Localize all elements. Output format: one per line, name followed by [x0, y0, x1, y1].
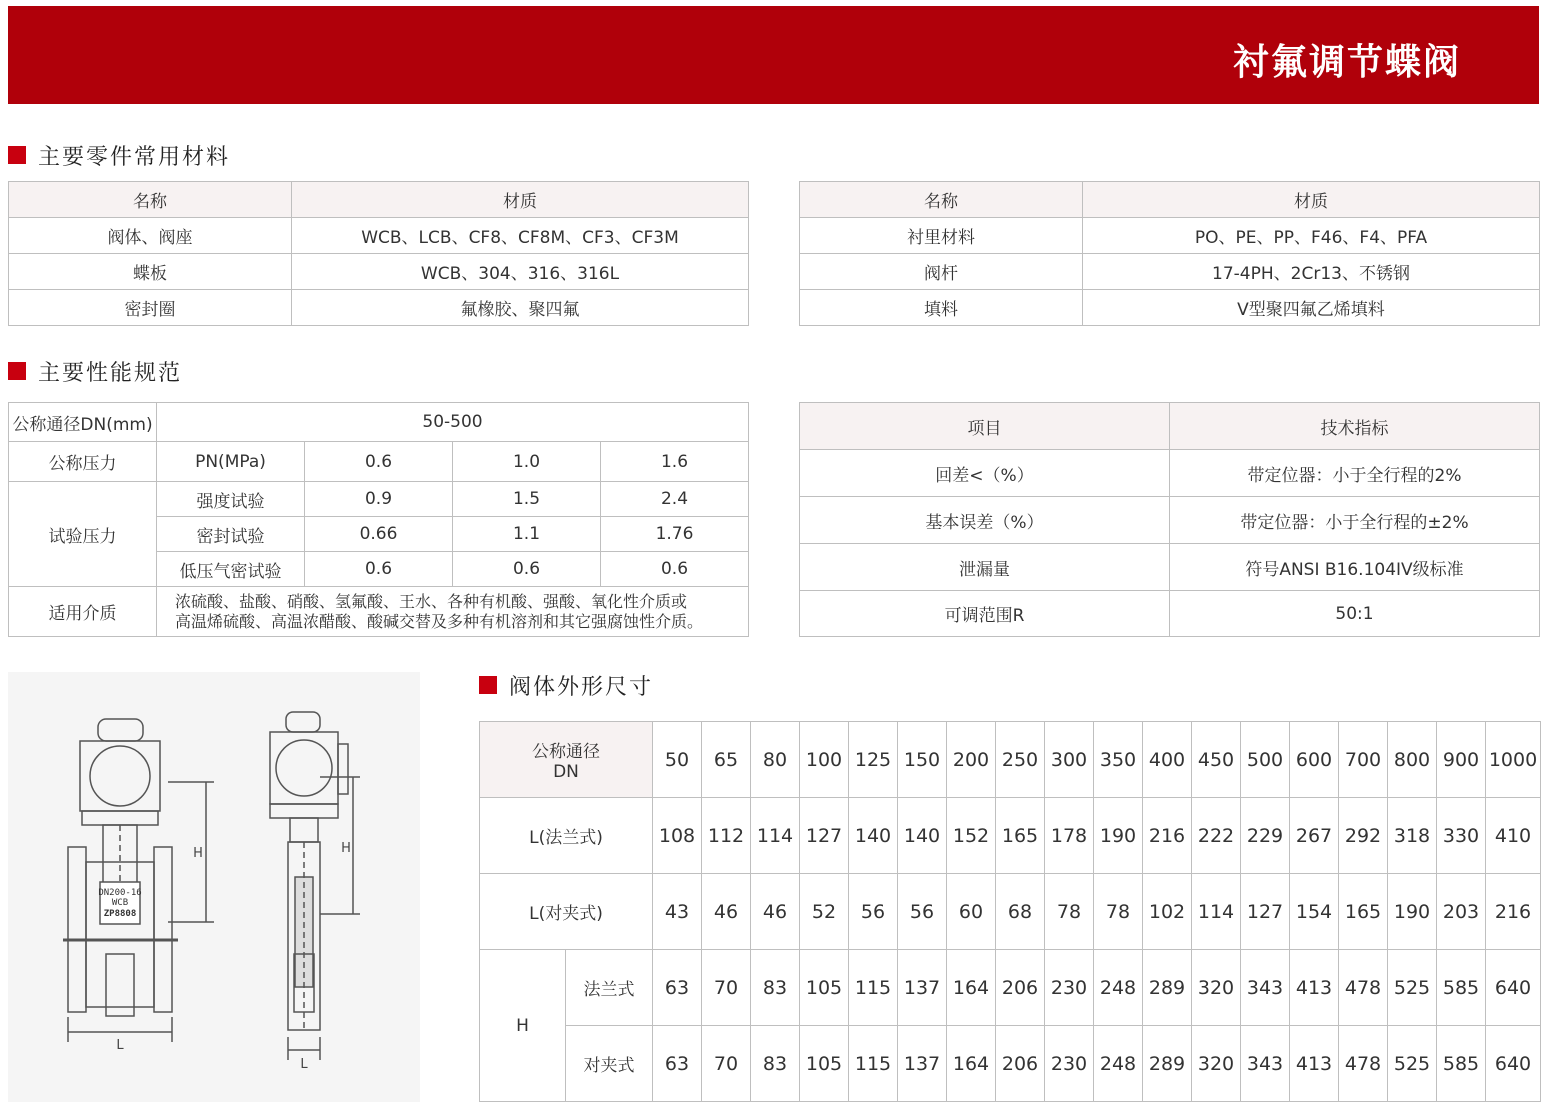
- dimension-cell: 56: [849, 874, 898, 950]
- dimension-label: L: [300, 1057, 308, 1072]
- table-row: 回差<（%） 带定位器：小于全行程的2%: [800, 450, 1540, 497]
- table-header: 材质: [1083, 182, 1540, 218]
- dimension-cell: 140: [849, 798, 898, 874]
- dimension-cell: 478: [1339, 950, 1388, 1026]
- dimension-cell: 102: [1143, 874, 1192, 950]
- table-header: 材质: [292, 182, 749, 218]
- dimension-cell: 68: [996, 874, 1045, 950]
- table-row: 衬里材料 PO、PE、PP、F46、F4、PFA: [800, 218, 1540, 254]
- table-row: 阀体、阀座 WCB、LCB、CF8、CF8M、CF3、CF3M: [9, 218, 749, 254]
- dimension-cell: 248: [1094, 950, 1143, 1026]
- dimension-cell: 164: [947, 950, 996, 1026]
- dimension-cell: 152: [947, 798, 996, 874]
- table-header: 名称: [9, 182, 292, 218]
- technical-table: [799, 402, 1540, 637]
- dimension-label: H: [193, 846, 203, 861]
- dimension-cell: 137: [898, 950, 947, 1026]
- dimension-cell: 216: [1486, 874, 1541, 950]
- dimension-cell: 127: [800, 798, 849, 874]
- dimension-cell: 222: [1192, 798, 1241, 874]
- dimension-cell: 525: [1388, 950, 1437, 1026]
- materials-table-left: [8, 181, 749, 326]
- dimension-cell: 65: [702, 722, 751, 798]
- section-dimensions: [479, 670, 653, 700]
- section-marker-icon: [479, 676, 497, 694]
- dn-value: 50-500: [157, 403, 749, 442]
- dimension-cell: 320: [1192, 950, 1241, 1026]
- dimension-cell: 318: [1388, 798, 1437, 874]
- dimension-cell: 137: [898, 1026, 947, 1102]
- dimension-cell: 640: [1486, 950, 1541, 1026]
- section-title: 阀体外形尺寸: [509, 674, 654, 700]
- dimension-cell: 114: [1192, 874, 1241, 950]
- dimension-cell: 413: [1290, 1026, 1339, 1102]
- dimension-cell: 292: [1339, 798, 1388, 874]
- dimension-cell: 216: [1143, 798, 1192, 874]
- dimension-cell: 585: [1437, 950, 1486, 1026]
- table-row: 填料 V型聚四氟乙烯填料: [800, 290, 1540, 326]
- dimension-cell: 114: [751, 798, 800, 874]
- dimension-cell: 350: [1094, 722, 1143, 798]
- dimension-cell: 343: [1241, 1026, 1290, 1102]
- dimension-cell: 108: [653, 798, 702, 874]
- dn-header: 公称通径 DN: [480, 722, 653, 798]
- dimension-cell: 150: [898, 722, 947, 798]
- dimension-cell: 450: [1192, 722, 1241, 798]
- performance-table: 公称通径DN(mm) 50-500 公称压力 PN(MPa) 0.6 1.0 1.6 试验压力 强度试验 0.9 1.5 2.4 密封试验 0.66 1.1 1.76 低压气密试验 0.6 0.6 0.6 适用介质 浓硫酸、盐酸、硝酸、氢氟酸、王水、各种有机酸、强酸、氧化性介质或 高温烯硫酸、高温浓醋酸、酸碱交替及多种有机溶剂和其它强腐蚀性介质。: [8, 402, 749, 637]
- table-row: 泄漏量 符号ANSI B16.104IV级标准: [800, 544, 1540, 591]
- dimension-cell: 78: [1045, 874, 1094, 950]
- page-banner: [8, 6, 1539, 104]
- section-marker-icon: [8, 362, 26, 380]
- dimension-label: H: [341, 841, 351, 856]
- dimension-cell: 229: [1241, 798, 1290, 874]
- dimension-cell: 600: [1290, 722, 1339, 798]
- dimension-cell: 83: [751, 950, 800, 1026]
- dimension-cell: 164: [947, 1026, 996, 1102]
- dimension-cell: 525: [1388, 1026, 1437, 1102]
- dimension-cell: 230: [1045, 950, 1094, 1026]
- dimension-cell: 400: [1143, 722, 1192, 798]
- dimension-cell: 178: [1045, 798, 1094, 874]
- dimensions-table: 公称通径 DN 50 65 80 100 125 150 200 250 300 350 400 450 500 600 700 800 900 1000 L(法兰式) 108 112 114 127 140 140 152 165 178 190 216 222 229 267 292 318 330 410 L(对夹式) 43 46 46 52 56 56 60 68 78 78 102 114 127 154 165 190 203 216 H 法兰式 63 70 83 105 115 137 164 206 230 248 289 320 343 413 478 525 585 640 对夹式 63 70 83 105 115 137 164 206 230 248 289 320 343 413 478 525 585 640: [479, 721, 1541, 1102]
- dimension-cell: 1000: [1486, 722, 1541, 798]
- dimension-cell: 70: [702, 1026, 751, 1102]
- dimension-cell: 413: [1290, 950, 1339, 1026]
- table-row: 基本误差（%） 带定位器：小于全行程的±2%: [800, 497, 1540, 544]
- dimension-cell: 52: [800, 874, 849, 950]
- dimension-cell: 105: [800, 950, 849, 1026]
- table-row: 可调范围R 50:1: [800, 591, 1540, 637]
- dimension-cell: 206: [996, 1026, 1045, 1102]
- dimension-cell: 289: [1143, 1026, 1192, 1102]
- dimension-cell: 105: [800, 1026, 849, 1102]
- dimension-cell: 80: [751, 722, 800, 798]
- dimension-cell: 267: [1290, 798, 1339, 874]
- valve-drawing: [8, 672, 420, 1102]
- dimension-cell: 320: [1192, 1026, 1241, 1102]
- dimension-cell: 248: [1094, 1026, 1143, 1102]
- section-title: 主要性能规范: [38, 360, 183, 386]
- dimension-cell: 70: [702, 950, 751, 1026]
- dimension-cell: 78: [1094, 874, 1143, 950]
- dimension-cell: 125: [849, 722, 898, 798]
- dimension-cell: 127: [1241, 874, 1290, 950]
- dimension-cell: 63: [653, 950, 702, 1026]
- dimension-cell: 115: [849, 1026, 898, 1102]
- dimension-cell: 900: [1437, 722, 1486, 798]
- table-header: 名称: [800, 182, 1083, 218]
- dimension-cell: 300: [1045, 722, 1094, 798]
- dimension-cell: 410: [1486, 798, 1541, 874]
- dimension-cell: 343: [1241, 950, 1290, 1026]
- nameplate-text: WCB: [111, 898, 129, 908]
- medium-description: 浓硫酸、盐酸、硝酸、氢氟酸、王水、各种有机酸、强酸、氧化性介质或 高温烯硫酸、高温浓醋酸、酸碱交替及多种有机溶剂和其它强腐蚀性介质。: [157, 587, 749, 637]
- dimension-cell: 206: [996, 950, 1045, 1026]
- dimension-cell: 478: [1339, 1026, 1388, 1102]
- section-marker-icon: [8, 146, 26, 164]
- dimension-cell: 140: [898, 798, 947, 874]
- dimension-cell: 165: [996, 798, 1045, 874]
- dimension-cell: 190: [1388, 874, 1437, 950]
- dimension-cell: 640: [1486, 1026, 1541, 1102]
- table-row: 阀杆 17-4PH、2Cr13、不锈钢: [800, 254, 1540, 290]
- dimension-cell: 500: [1241, 722, 1290, 798]
- dimension-cell: 60: [947, 874, 996, 950]
- dimension-cell: 112: [702, 798, 751, 874]
- dimension-cell: 165: [1339, 874, 1388, 950]
- nameplate-text: ZP8808: [103, 909, 137, 919]
- page-title: 衬氟调节蝶阀: [1232, 42, 1461, 83]
- dimension-cell: 50: [653, 722, 702, 798]
- dimension-cell: 56: [898, 874, 947, 950]
- table-row: 蝶板 WCB、304、316、316L: [9, 254, 749, 290]
- dimension-cell: 585: [1437, 1026, 1486, 1102]
- table-header: 项目: [800, 403, 1170, 450]
- dimension-cell: 200: [947, 722, 996, 798]
- dimension-cell: 203: [1437, 874, 1486, 950]
- nameplate-text: DN200-16: [98, 888, 142, 898]
- section-title: 主要零件常用材料: [38, 144, 231, 170]
- dimension-cell: 250: [996, 722, 1045, 798]
- dimension-cell: 46: [702, 874, 751, 950]
- dimension-cell: 154: [1290, 874, 1339, 950]
- dimension-cell: 46: [751, 874, 800, 950]
- section-materials: [8, 140, 230, 170]
- dimension-cell: 83: [751, 1026, 800, 1102]
- section-performance: [8, 356, 182, 386]
- dimension-cell: 63: [653, 1026, 702, 1102]
- dimension-cell: 289: [1143, 950, 1192, 1026]
- dimension-cell: 43: [653, 874, 702, 950]
- dimension-label: L: [116, 1038, 124, 1053]
- dimension-cell: 330: [1437, 798, 1486, 874]
- dn-label: 公称通径DN(mm): [9, 403, 157, 442]
- dimension-cell: 115: [849, 950, 898, 1026]
- dimension-cell: 190: [1094, 798, 1143, 874]
- dimension-cell: 100: [800, 722, 849, 798]
- table-row: 密封圈 氟橡胶、聚四氟: [9, 290, 749, 326]
- dimension-cell: 700: [1339, 722, 1388, 798]
- table-header: 技术指标: [1170, 403, 1540, 450]
- materials-table-right: [799, 181, 1540, 326]
- dimension-cell: 230: [1045, 1026, 1094, 1102]
- valve-drawing-svg: [8, 672, 420, 1102]
- dimension-cell: 800: [1388, 722, 1437, 798]
